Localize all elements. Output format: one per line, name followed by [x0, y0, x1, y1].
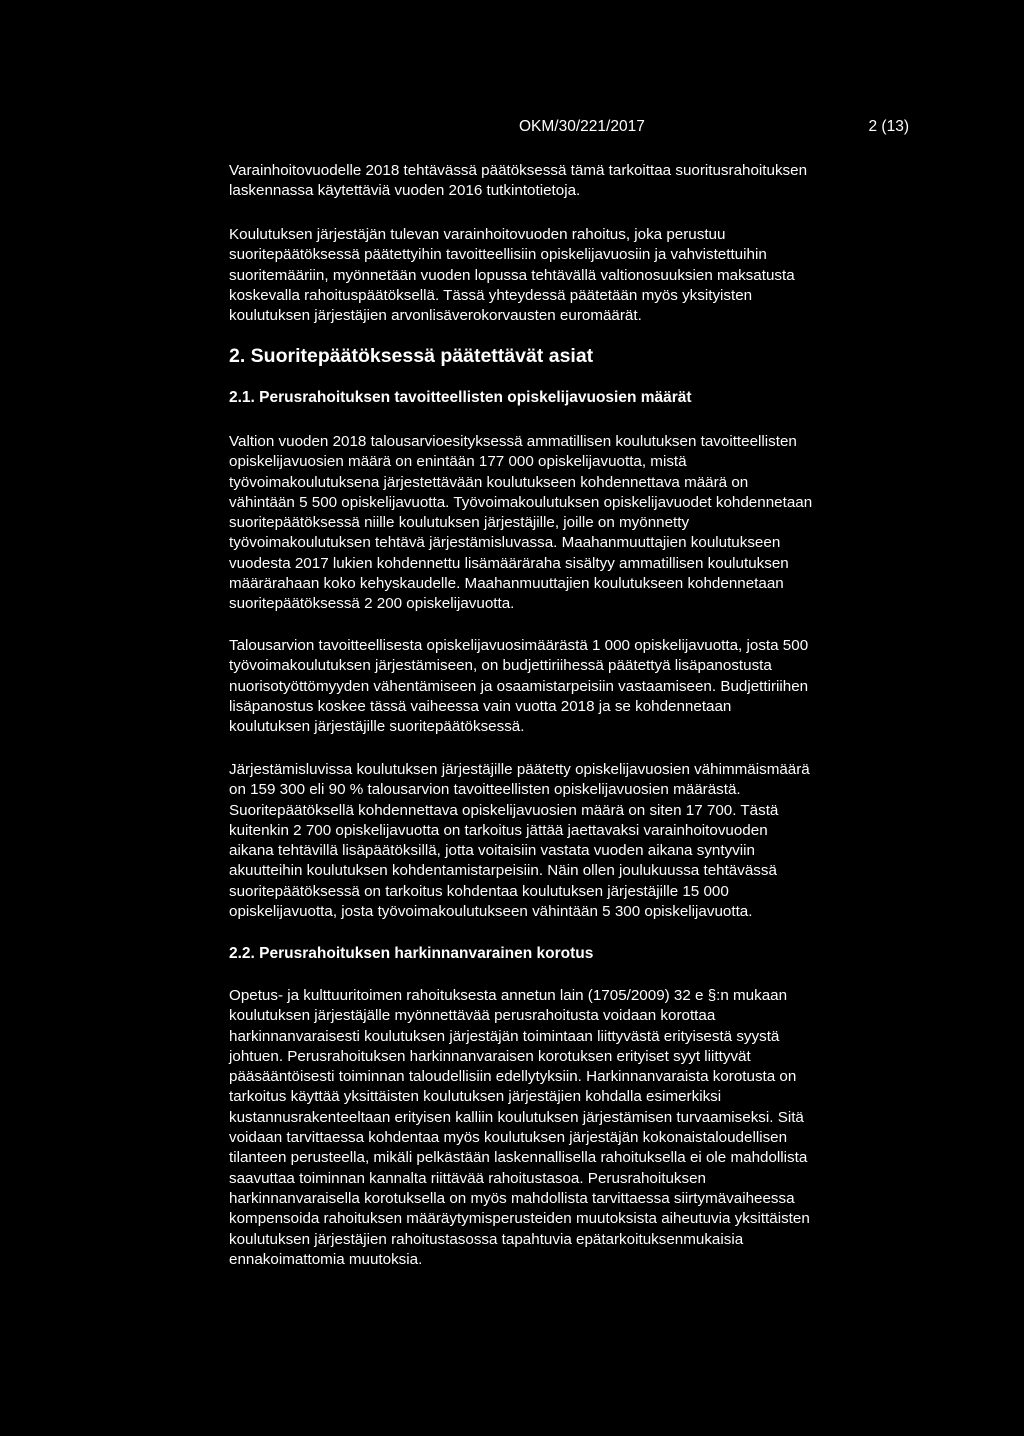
page-number: 2 (13)	[868, 118, 909, 135]
subsection-heading-2-2	[229, 944, 929, 964]
paragraph-5	[229, 760, 929, 922]
paragraph-text: Opetus- ja kulttuuritoimen rahoituksesta annetun lain (1705/2009) 32 e §:n mukaan koulutuksen järjestäjälle myönnettävää perusrahoitusta voidaan korottaa harkinnanvaraisesti koulutuksen järjestäjän toimintaan liittyvästä erityisestä syystä johtuen. Perusrahoituksen harkinnanvaraisen korotuksen erityiset syyt liittyvät pääsääntöisesti toiminnan taloudellisiin edellytyksiin. Harkinnanvaraista korotusta on tarkoitus käyttää yksittäisten koulutuksen järjestäjien kohdalla esimerkiksi kustannusrakenteeltaan erityisen kalliin koulutuksen järjestämisen turvaamiseksi. Sitä voidaan tarvittaessa kohdentaa myös koulutuksen järjestäjän kokonaistaloudellisen tilanteen perusteella, mikäli pelkästään laskennallisella rahoituksella ei ole mahdollista saavuttaa toiminnan kannalta riittävää rahoitustasoa. Perusrahoituksen harkinnanvaraisella korotuksella on myös mahdollista tarvittaessa siirtymävaiheessa kompensoida rahoituksen määräytymisperusteiden muutoksista aiheutuvia yksittäisten koulutuksen järjestäjien rahoitustasossa tapahtuvia epätarkoituksenmukaisia ennakoimattomia muutoksia.	[229, 987, 810, 1268]
document-reference: OKM/30/221/2017	[519, 118, 645, 135]
paragraph-text: Järjestämisluvissa koulutuksen järjestäjille päätetty opiskelijavuosien vähimmäismäärä on 159 300 eli 90 % talousarvion tavoitteellisten opiskelijavuosien määrästä. Suoritepäätöksellä kohdennettava opiskelijavuosien määrä on siten 17 700. Tästä kuitenkin 2 700 opiskelijavuotta on tarkoitus jättää jaettavaksi varainhoitovuoden aikana tehtävillä lisäpäätöksillä, jotta voitaisiin vastata vuoden aikana syntyviin akuutteihin koulutuksen kohdentamistarpeisiin. Näin ollen joulukuussa tehtävässä suoritepäätöksessä on tarkoitus kohdentaa koulutuksen järjestäjille 15 000 opiskelijavuotta, josta työvoimakoulutukseen vähintään 5 300 opiskelijavuotta.	[229, 761, 810, 921]
paragraph-text: Varainhoitovuodelle 2018 tehtävässä päätöksessä tämä tarkoittaa suoritusrahoituksen laskennassa käytettäviä vuoden 2016 tutkintotietoja.	[229, 162, 808, 200]
subsection-title: 2.1. Perusrahoituksen tavoitteellisten opiskelijavuosien määrät	[229, 389, 692, 406]
paragraph-2	[229, 225, 929, 326]
subsection-title: 2.2. Perusrahoituksen harkinnanvarainen korotus	[229, 945, 594, 962]
paragraph-3	[229, 432, 929, 615]
paragraph-1	[229, 161, 929, 202]
paragraph-text: Valtion vuoden 2018 talousarvioesityksessä ammatillisen koulutuksen tavoitteellisten opiskelijavuosien määrä on enintään 177 000 opiskelijavuotta, mistä työvoimakoulutuksena järjestettävään koulutukseen kohdennettava määrä on vähintään 5 500 opiskelijavuotta. Työvoimakoulutuksen opiskelijavuodet kohdennetaan suoritepäätöksessä niille koulutuksen järjestäjille, joille on myönnetty työvoimakoulutuksen tehtävä järjestämisluvassa. Maahanmuuttajien koulutukseen vuodesta 2017 lukien kohdennettu lisämääräraha sisältyy ammatillisen koulutuksen määrärahaan koko kehyskaudelle. Maahanmuuttajien koulutukseen kohdennetaan suoritepäätöksessä 2 200 opiskelijavuotta.	[229, 433, 813, 613]
page-header	[229, 118, 909, 142]
subsection-heading-2-1	[229, 388, 929, 408]
section-title: 2. Suoritepäätöksessä päätettävät asiat	[229, 345, 594, 367]
paragraph-text: Talousarvion tavoitteellisesta opiskelijavuosimäärästä 1 000 opiskelijavuotta, josta 500 työvoimakoulutuksen järjestämiseen, on budjettiriihessä päätettyä lisäpanostusta nuorisotyöttömyyden vähentämiseen ja osaamistarpeisiin vastaamiseen. Budjettiriihen lisäpanostus koskee tässä vaiheessa vain vuotta 2018 ja se kohdennetaan koulutuksen järjestäjille suoritepäätöksessä.	[229, 637, 809, 736]
paragraph-text: Koulutuksen järjestäjän tulevan varainhoitovuoden rahoitus, joka perustuu suoritepäätöksessä päätettyihin tavoitteellisiin opiskelijavuosiin ja vahvistettuihin suoritemääriin, myönnetään vuoden lopussa tehtävällä valtionosuuksien maksatusta koskevalla rahoituspäätöksellä. Tässä yhteydessä päätetään myös yksityisten koulutuksen järjestäjien arvonlisäverokorvausten euromäärät.	[229, 226, 795, 325]
paragraph-6	[229, 986, 929, 1270]
paragraph-4	[229, 636, 929, 737]
section-heading-2	[229, 344, 929, 368]
